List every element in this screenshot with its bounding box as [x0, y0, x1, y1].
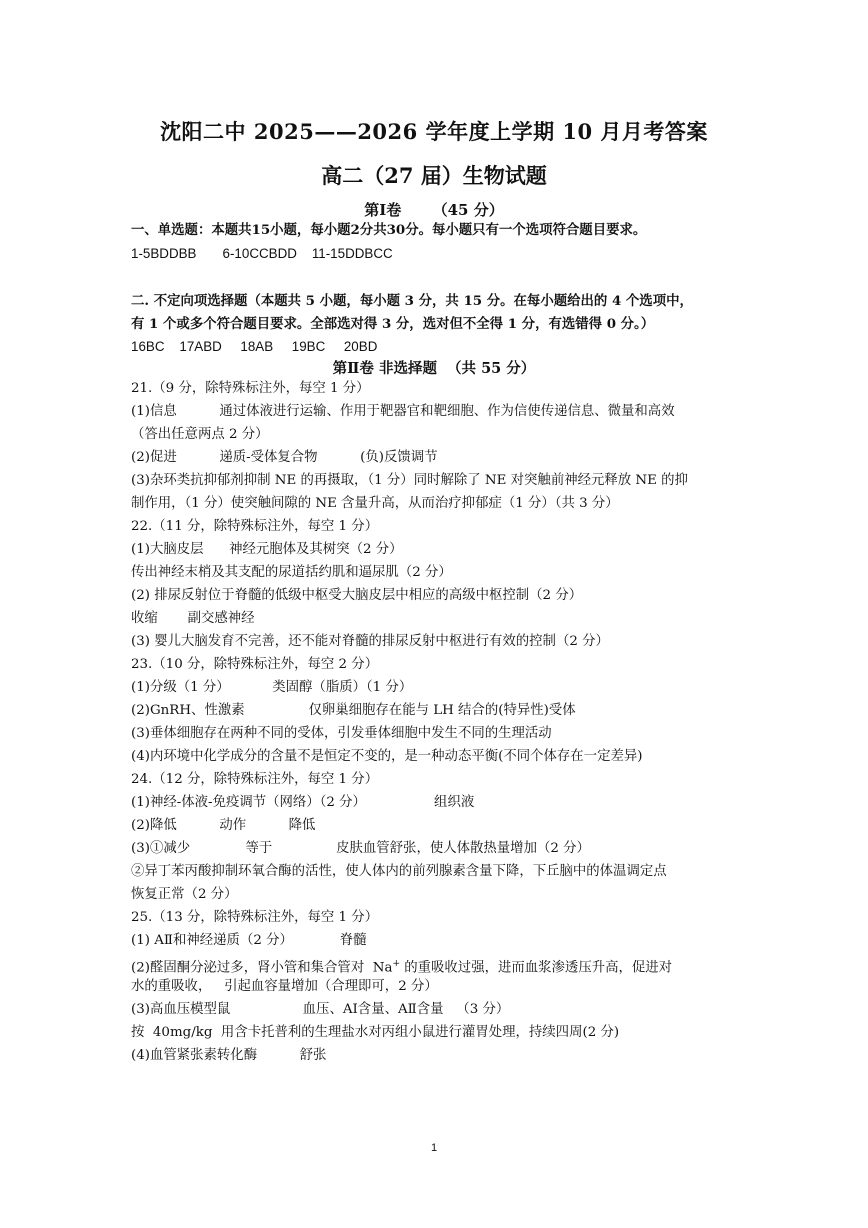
q22-answer-1-cont: 传出神经末梢及其支配的尿道括约肌和逼尿肌（2 分）	[131, 565, 452, 580]
q25-answer-2-text-b: 的重吸收过强，进而血浆渗透压升高，促进对	[399, 960, 673, 976]
section1-answers: 1-5BDDBB 6-10CCBDD 11-15DDBCC	[131, 246, 393, 261]
q24-answer-3-part2: ②异丁苯丙酸抑制环氧合酶的活性，使人体内的前列腺素含量下降，下丘脑中的体温调定点	[131, 864, 667, 879]
q21-answer-3-cont: 制作用，（1 分）使突触间隙的 NE 含量升高，从而治疗抑郁症（1 分）（共 3 分）	[131, 496, 619, 511]
sodium-charge: +	[392, 959, 400, 969]
q25-answer-1: (1) AⅡ和神经递质（2 分） 脊髓	[131, 933, 367, 948]
page-number: 1	[430, 1142, 438, 1154]
q21-header: 21.（9 分，除特殊标注外，每空 1 分）	[131, 381, 370, 396]
q25-answer-2-cont: 水的重吸收， 引起血容量增加（合理即可，2 分）	[131, 979, 438, 994]
q22-header: 22.（11 分，除特殊标注外，每空 1 分）	[131, 519, 379, 534]
section2-answers: 16BC 17ABD 18AB 19BC 20BD	[131, 339, 378, 354]
q22-answer-2: (2) 排尿反射位于脊髓的低级中枢受大脑皮层中相应的高级中枢控制（2 分）	[131, 588, 583, 603]
q24-answer-3: (3)①减少 等于 皮肤血管舒张，使人体散热量增加（2 分）	[131, 841, 590, 856]
q25-answer-3-cont: 按 40mg/kg 用含卡托普利的生理盐水对丙组小鼠进行灌胃处理，持续四周(2 分)	[131, 1025, 620, 1040]
q22-answer-3: (3) 婴儿大脑发育不完善，还不能对脊髓的排尿反射中枢进行有效的控制（2 分）	[131, 634, 609, 649]
section2-heading-line2: 有 1 个或多个符合题目要求。全部选对得 3 分，选对但不全得 1 分，有选错得 0 分。）	[131, 316, 655, 332]
q21-answer-1: (1)信息 通过体液进行运输、作用于靶器官和靶细胞、作为信使传递信息、微量和高效	[131, 404, 675, 419]
q21-answer-2: (2)促进 递质-受体复合物 (负)反馈调节	[131, 450, 438, 465]
document-title: 沈阳二中 2025——2026 学年度上学期 10 月月考答案	[160, 119, 708, 144]
q25-answer-2-text-a: (2)醛固酮分泌过多，肾小管和集合管对 Na	[131, 960, 393, 976]
document-subtitle: 高二（27 届）生物试题	[321, 163, 547, 188]
q23-header: 23.（10 分，除特殊标注外，每空 2 分）	[131, 657, 379, 672]
q24-answer-1: (1)神经-体液-免疫调节（网络）（2 分） 组织液	[131, 795, 475, 810]
q23-answer-2: (2)GnRH、性激素 仅卵巢细胞存在能与 LH 结合的(特异性)受体	[131, 703, 576, 718]
q25-header: 25.（13 分，除特殊标注外，每空 1 分）	[131, 910, 379, 925]
q23-answer-3: (3)垂体细胞存在两种不同的受体，引发垂体细胞中发生不同的生理活动	[131, 726, 552, 741]
q25-answer-2	[131, 955, 672, 977]
q24-answer-2: (2)降低 动作 降低	[131, 818, 316, 833]
q21-answer-1-note: （答出任意两点 2 分）	[131, 427, 269, 442]
part2-heading: 第Ⅱ卷 非选择题 （共 55 分）	[332, 360, 536, 377]
q22-answer-2-cont: 收缩 副交感神经	[131, 611, 255, 626]
section2-heading-line1: 二. 不定向项选择题（本题共 5 小题，每小题 3 分，共 15 分。在每小题给出的 4 个选项中，	[131, 293, 693, 309]
q22-answer-1: (1)大脑皮层 神经元胞体及其树突（2 分）	[131, 542, 403, 557]
section1-heading: 一、单选题：本题共15小题，每小题2分共30分。每小题只有一个选项符合题目要求。	[131, 222, 647, 238]
q25-answer-3: (3)高血压模型鼠 血压、AⅠ含量、AⅡ含量 （3 分）	[131, 1002, 510, 1017]
part1-heading: 第Ⅰ卷 （45 分）	[364, 201, 504, 219]
q21-answer-3: (3)杂环类抗抑郁剂抑制 NE 的再摄取，（1 分）同时解除了 NE 对突触前神经元释放 NE 的抑	[131, 473, 688, 488]
q23-answer-4: (4)内环境中化学成分的含量不是恒定不变的，是一种动态平衡(不同个体存在一定差异)	[131, 749, 643, 764]
q23-answer-1: (1)分级（1 分） 类固醇（脂质）（1 分）	[131, 680, 413, 695]
q25-answer-4: (4)血管紧张素转化酶 舒张	[131, 1048, 327, 1063]
q24-answer-3-part2-cont: 恢复正常（2 分）	[131, 887, 238, 902]
q24-header: 24.（12 分，除特殊标注外，每空 1 分）	[131, 772, 379, 787]
